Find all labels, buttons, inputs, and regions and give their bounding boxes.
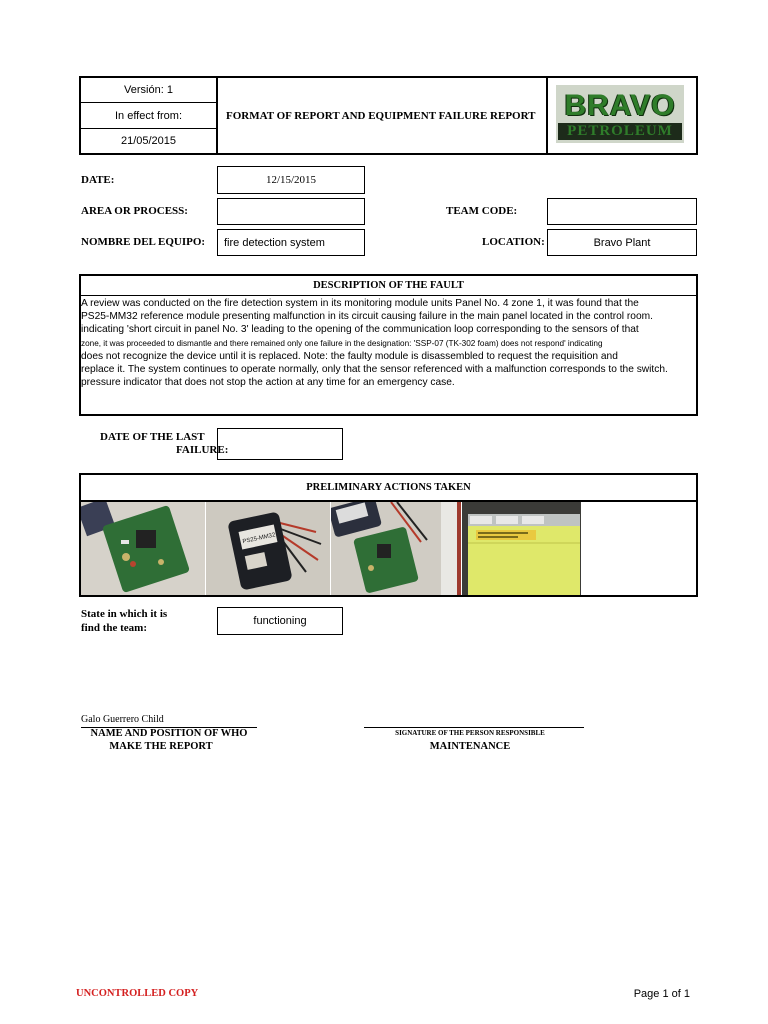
fault-line-6: replace it. The system continues to operate normally, only that the sensor referenced with a malfunction corresponds to the switch. <box>81 364 668 376</box>
photo-circuit-board-2 <box>331 502 461 595</box>
reporter-caption-1: NAME AND POSITION OF WHO <box>90 728 248 739</box>
equipment-label: NOMBRE DEL EQUIPO: <box>81 236 206 248</box>
header-divider-right <box>546 76 548 155</box>
document-title: FORMAT OF REPORT AND EQUIPMENT FAILURE REPORT <box>226 109 536 122</box>
last-failure-field[interactable] <box>217 428 343 460</box>
fault-description-text <box>81 297 696 413</box>
location-label: LOCATION: <box>482 236 545 248</box>
location-field[interactable]: Bravo Plant <box>547 229 697 256</box>
photo-module <box>206 502 330 595</box>
logo-wordmark: BRAVO <box>564 89 676 122</box>
area-label: AREA OR PROCESS: <box>81 205 188 217</box>
header-divider-left <box>216 76 218 155</box>
in-effect-label: In effect from: <box>114 109 183 122</box>
area-field[interactable] <box>217 198 365 225</box>
fault-line-4: zone, it was proceeded to dismantle and there remained only one failure in the designation: 'SSP-07 (TK-302 foam) does not respond' indicating <box>81 338 603 348</box>
responsible-caption: SIGNATURE OF THE PERSON RESPONSIBLE <box>395 729 545 737</box>
photo-circuit-board-1 <box>81 502 205 595</box>
fault-heading: DESCRIPTION OF THE FAULT <box>313 280 464 291</box>
date-field[interactable]: 12/15/2015 <box>217 166 365 194</box>
last-failure-label-2: FAILURE: <box>176 444 229 456</box>
responsible-dept: MAINTENANCE <box>429 741 511 752</box>
version-cell: Versión: 1 <box>124 84 173 96</box>
equipment-field[interactable]: fire detection system <box>217 229 365 256</box>
fault-line-7: pressure indicator that does not stop the action at any time for an emergency case. <box>81 377 455 389</box>
logo-subtitle: PETROLEUM <box>558 123 682 140</box>
reporter-name: Galo Guerrero Child <box>81 714 164 725</box>
fault-line-1: A review was conducted on the fire detection system in its monitoring module units Panel No. 4 zone 1, it was found that the <box>81 298 639 309</box>
fault-heading-divider <box>79 295 698 296</box>
module-label-text: PS25-MM32 <box>242 532 277 546</box>
state-field[interactable]: functioning <box>217 607 343 635</box>
date-label: DATE: <box>81 174 115 186</box>
state-label-2: find the team: <box>81 622 147 634</box>
responsible-signature-line <box>364 727 584 728</box>
state-label-1: State in which it is <box>81 608 168 620</box>
in-effect-date: 21/05/2015 <box>120 135 177 147</box>
last-failure-label-1: DATE OF THE LAST <box>100 431 205 443</box>
photo-panel-screen <box>462 502 581 595</box>
team-code-field[interactable] <box>547 198 697 225</box>
company-logo <box>556 85 684 143</box>
page-number: Page 1 of 1 <box>633 988 690 1000</box>
fault-line-3: indicating 'short circuit in panel No. 3' leading to the opening of the communication loop corresponding to the sensors of that <box>81 324 639 336</box>
uncontrolled-copy-notice: UNCONTROLLED COPY <box>76 988 199 999</box>
team-code-label: TEAM CODE: <box>446 205 518 217</box>
preliminary-heading: PRELIMINARY ACTIONS TAKEN <box>306 481 471 493</box>
fault-line-2: PS25-MM32 reference module presenting malfunction in its circuit causing failure in the main panel located in the control room. <box>81 311 653 323</box>
reporter-caption-2: MAKE THE REPORT <box>109 741 213 752</box>
fault-line-5: does not recognize the device until it is replaced. Note: the faulty module is disassembled to request the requisition and <box>81 350 618 362</box>
